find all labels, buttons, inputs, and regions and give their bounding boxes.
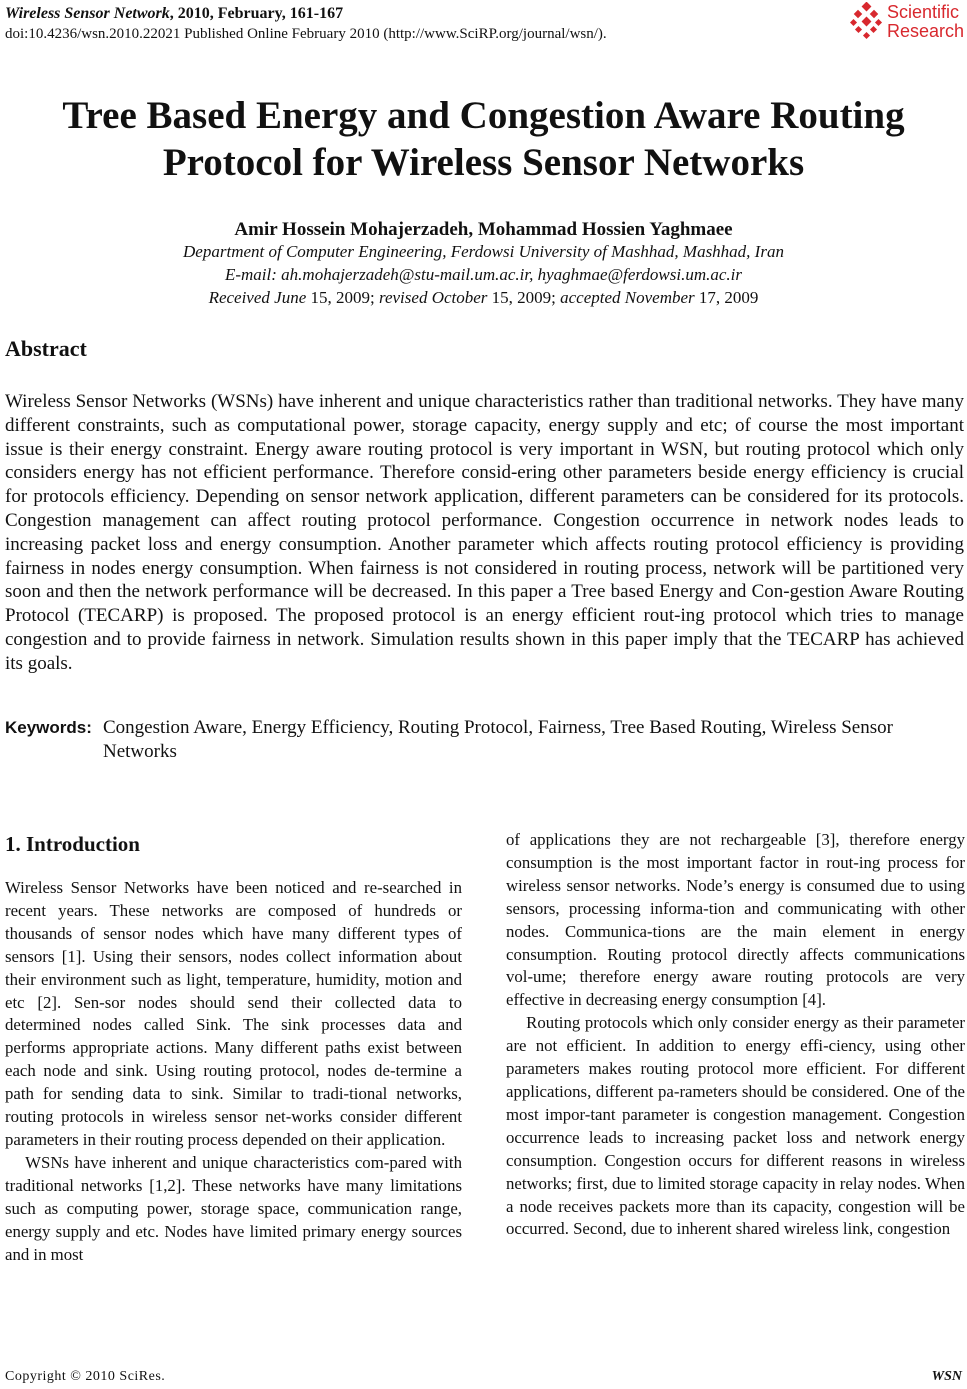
logo-text-line2: Research: [887, 21, 965, 41]
abstract-text: Wireless Sensor Networks (WSNs) have inherent and unique characteristics rather than traditional networks. They have many different constraints, such as computational power, storage capacity, energy supply and etc; of course the most important issue is their energy constraint. Energy aware routing protocol is very important in WSN, but routing protocol which only considers energy has not efficient performance. Therefore consid-ering other parameters beside energy efficiency is crucial for protocols efficiency. Depending on sensor network application, different parameters can be considered for its protocols. Congestion management can affect routing protocol performance. Congestion occurrence in network nodes leads to increasing packet loss and energy consumption. Another parameter which affects routing protocol efficiency is providing fairness in nodes energy consumption. When fairness is not considered in routing process, network will be partitioned very soon and then the network performance will be decreased. In this paper a Tree based Energy and Con-gestion Aware Routing Protocol (TECARP) is proposed. The proposed protocol is an energy efficient rout-ing protocol which tries to manage congestion and to provide fairness in network. Simulation results shown in this paper imply that the TECARP has achieved its goals.: [5, 391, 964, 674]
received-date: 15, 2009;: [306, 288, 379, 307]
right-column: [506, 829, 965, 1241]
footer-journal-abbrev: WSN: [931, 1369, 962, 1384]
accepted-date: 17, 2009: [694, 288, 759, 307]
journal-name: Wireless Sensor Network: [5, 5, 170, 22]
revised-date: 15, 2009;: [487, 288, 561, 307]
paragraph: Wireless Sensor Networks have been noticed and re-searched in recent years. These networks are composed of hundreds or thousands of sensor nodes which have many different types of sensors [1]. Using their sensors, nodes collect information about their environment such as light, temperature, humidity, motion and etc [2]. Sen-sor nodes should send their collected data to determined nodes called Sink. The sink processes data and performs appropriate actions. Many different paths exist between each node and sink. Using routing protocol, nodes de-termine a path for sending data to sink. Similar to tradi-tional networks, routing protocols in wireless sensor net-works consider different parameters in their routing process depended on their application.: [5, 878, 462, 1149]
authors: Amir Hossein Mohajerzadeh, Mohammad Hossien Yaghmaee: [234, 219, 733, 240]
email-addresses: : ah.mohajerzadeh@stu-mail.um.ac.ir, hyaghmae@ferdowsi.um.ac.ir: [271, 265, 742, 284]
publisher-logo: [850, 2, 967, 42]
dates-line: [0, 287, 967, 309]
logo-mark-icon: [850, 2, 886, 40]
title-line-2: Protocol for Wireless Sensor Networks: [162, 141, 805, 184]
abstract-heading: Abstract: [5, 336, 87, 361]
title-line-1: Tree Based Energy and Congestion Aware Routing: [62, 94, 905, 137]
revised-label: revised October: [378, 288, 488, 307]
email-label: E-mail: [224, 265, 272, 284]
keywords-text: Congestion Aware, Energy Efficiency, Routing Protocol, Fairness, Tree Based Routing, Wireless Sensor Networks: [103, 717, 893, 762]
doi-line: doi:10.4236/wsn.2010.22021 Published Online February 2010 (http://www.SciRP.org/journal/wsn/).: [5, 26, 607, 42]
section-heading-introduction: 1. Introduction: [5, 832, 140, 856]
journal-issue: , 2010, February, 161-167: [169, 5, 344, 22]
paragraph: Routing protocols which only consider energy as their parameter are not efficient. In addition to energy effi-ciency, using other parameters makes routing protocol more efficient. For different applications, different pa-rameters should be considered. One of the most impor-tant parameter is congestion management. Congestion occurrence leads to increasing packet loss and network energy consumption. Congestion occurs for different reasons in wireless networks; first, due to limited storage capacity in relay nodes. When a node receives packets more than its capacity, congestion will be occurred. Second, due to inherent shared wireless link, congestion: [506, 1013, 965, 1239]
paragraph: WSNs have inherent and unique characteristics com-pared with traditional networks [1,2]. These networks have many limitations such as computing power, storage space, communication range, energy supply and etc. Nodes have limited primary energy sources and in most: [5, 1152, 462, 1264]
journal-header: [5, 4, 343, 24]
keywords-label: Keywords:: [5, 718, 92, 737]
logo-text-line1: Scientific: [887, 2, 960, 22]
email-line: [0, 264, 967, 286]
paper-title: [0, 92, 967, 186]
paragraph: of applications they are not rechargeable [3], therefore energy consumption is the most important factor in rout-ing process for wireless sensor networks. Node’s energy is consumed due to using sensors, processing informa-tion and communicating with other nodes. Communica-tions are the main element in energy consumption. Routing protocol directly affects communications vol-ume; therefore energy aware routing protocols are very effective in decreasing energy consumption [4].: [506, 830, 965, 1010]
accepted-label: accepted November: [560, 288, 695, 307]
footer-copyright: Copyright © 2010 SciRes.: [5, 1369, 166, 1384]
received-label: Received June: [208, 288, 307, 307]
left-column: [5, 877, 462, 1266]
affiliation: Department of Computer Engineering, Ferdowsi University of Mashhad, Mashhad, Iran: [183, 242, 784, 261]
